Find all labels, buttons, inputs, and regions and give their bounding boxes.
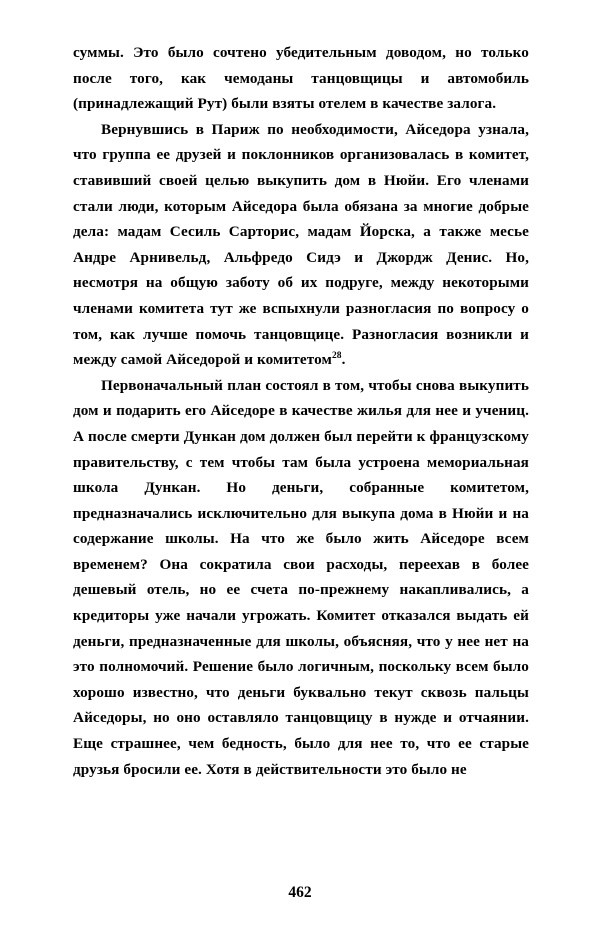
paragraph-2 <box>73 117 529 373</box>
paragraph-1: суммы. Это было сочтено убедительным доводом, но только после того, как чемоданы танцовщицы и автомобиль (принадлежащий Рут) были взяты отелем в качестве залога. <box>73 44 529 113</box>
paragraph-3: Первоначальный план состоял в том, чтобы снова выкупить дом и подарить его Айседоре в качестве жилья для нее и учениц. А после смерти Дункан дом должен был перейти к французскому правительству, с тем чтобы там была устроена мемориальная школа Дункан. Но деньги, собранные комитетом, предназначались исключительно для выкупа дома в Нюйи и на содержание школы. На что же было жить Айседоре всем временем? Она сократила свои расходы, переехав в более дешевый отель, но ее счета по-прежнему накапливались, а кредиторы уже начали угрожать. Комитет отказался выдать ей деньги, предназначенные для школы, объясняя, что у нее нет на это полномочий. Решение было логичным, поскольку всем было хорошо известно, что деньги буквально текут сквозь пальцы Айседоры, но оно оставляло танцовщицу в нужде и отчаянии. Еще страшнее, чем бедность, было для нее то, что ее старые друзья бросили ее. Хотя в действительности это было не <box>73 376 529 778</box>
paragraph-2-text: Вернувшись в Париж по необходимости, Айседора узнала, что группа ее друзей и поклонников организовалась в комитет, ставивший своей целью выкупить дом в Нюйи. Его членами стали люди, которым Айседора была обязана за многие добрые дела: мадам Сесиль Сарторис, мадам Йорска, а также месье Андре Арнивельд, Альфредо Сидэ и Джордж Денис. Но, несмотря на общую заботу об их подруге, между некоторыми членами комитета тут же вспыхнули разногласия по вопросу о том, как лучше помочь танцовщице. Разногласия возникли и между самой Айседорой и комитетом <box>73 120 529 369</box>
paragraph-2-text-tail: . <box>341 351 346 369</box>
page-number: 462 <box>288 884 312 901</box>
footnote-marker-28: 28 <box>331 351 342 362</box>
page-text-column <box>73 40 529 782</box>
